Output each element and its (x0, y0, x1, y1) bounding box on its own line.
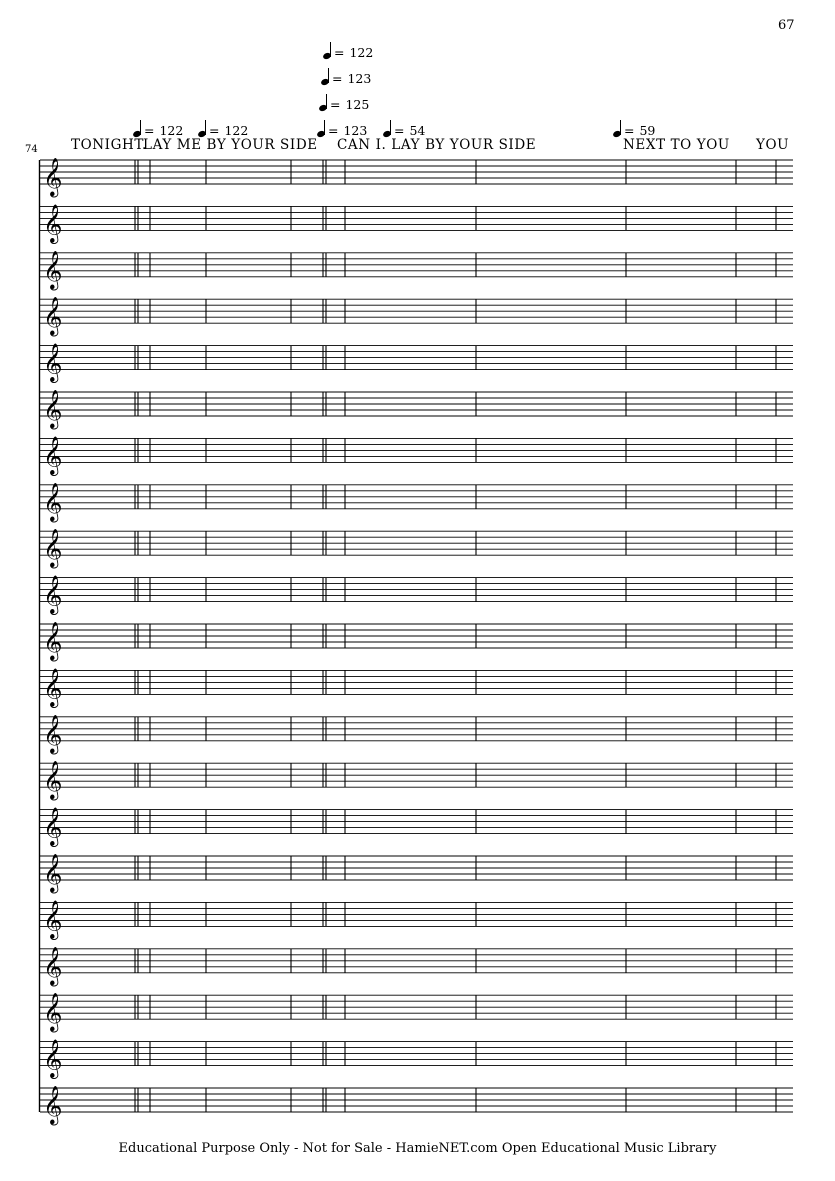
tempo-label: = (330, 97, 345, 112)
tempo-value: 54 (409, 123, 426, 138)
treble-clef-icon: 𝄞 (43, 528, 63, 568)
staff-19 (40, 992, 793, 1033)
tempo-label: = (144, 123, 159, 138)
staff-3 (40, 250, 793, 291)
staff-2 (40, 203, 793, 244)
treble-clef-icon: 𝄞 (43, 853, 63, 892)
staff-11 (40, 621, 793, 662)
treble-clef-icon: 𝄞 (43, 945, 63, 985)
staff-18 (40, 946, 793, 987)
staff-6 (40, 389, 793, 430)
treble-clef-icon: 𝄞 (43, 621, 63, 660)
treble-clef-icon: 𝄞 (43, 481, 63, 521)
staff-15 (40, 807, 793, 848)
staff-20 (40, 1039, 793, 1080)
tempo-value: 122 (159, 123, 184, 138)
staff-12 (40, 667, 793, 708)
treble-clef-icon: 𝄞 (43, 203, 63, 243)
staff-10 (40, 575, 793, 616)
tempo-label: = (332, 71, 347, 86)
treble-clef-icon: 𝄞 (43, 296, 63, 336)
footer-notice: Educational Purpose Only - Not for Sale - HamieNET.com Open Educational Music Library (118, 1141, 717, 1156)
staff-16 (40, 853, 793, 894)
staff-8 (40, 482, 793, 523)
treble-clef-icon: 𝄞 (43, 760, 63, 800)
tempo-value: 122 (224, 123, 249, 138)
treble-clef-icon: 𝄞 (43, 1038, 63, 1078)
treble-clef-icon: 𝄞 (43, 342, 63, 382)
tempo-value: 123 (347, 71, 372, 86)
staff-17 (40, 899, 793, 940)
staff-4 (40, 296, 793, 337)
lyric-tonight: TONIGHT. (71, 137, 147, 153)
staff-9 (40, 528, 793, 569)
lyric-can-i-lay-by-your-side: CAN I. LAY BY YOUR SIDE (337, 137, 537, 153)
treble-clef-icon: 𝄞 (43, 713, 63, 753)
treble-clef-icon: 𝄞 (43, 157, 63, 196)
lyric-next-to-you: NEXT TO YOU (623, 137, 730, 153)
staff-5 (40, 343, 793, 384)
treble-clef-icon: 𝄞 (43, 249, 63, 289)
page-number: 67 (778, 18, 795, 33)
treble-clef-icon: 𝄞 (43, 574, 63, 614)
treble-clef-icon: 𝄞 (43, 806, 63, 846)
treble-clef-icon: 𝄞 (43, 667, 63, 707)
staff-14 (40, 760, 793, 801)
treble-clef-icon: 𝄞 (43, 389, 63, 428)
tempo-label: = (328, 123, 343, 138)
staff-13 (40, 714, 793, 755)
tempo-value: 59 (639, 123, 656, 138)
treble-clef-icon: 𝄞 (43, 435, 63, 475)
treble-clef-icon: 𝄞 (43, 899, 63, 939)
tempo-value: 125 (345, 97, 370, 112)
treble-clef-icon: 𝄞 (43, 1085, 63, 1124)
tempo-label: = (624, 123, 639, 138)
tempo-label: = (394, 123, 409, 138)
tempo-value: 122 (349, 45, 374, 60)
staff-21 (40, 1085, 793, 1126)
staff-1 (40, 157, 793, 198)
treble-clef-icon: 𝄞 (43, 992, 63, 1032)
tempo-label: = (209, 123, 224, 138)
measure-number: 74 (25, 144, 38, 155)
lyric-lay-me-by-your-side: LAY ME BY YOUR SIDE (143, 137, 318, 153)
tempo-value: 123 (343, 123, 368, 138)
lyric-you: YOU (756, 137, 790, 153)
staff-7 (40, 435, 793, 476)
tempo-label: = (334, 45, 349, 60)
